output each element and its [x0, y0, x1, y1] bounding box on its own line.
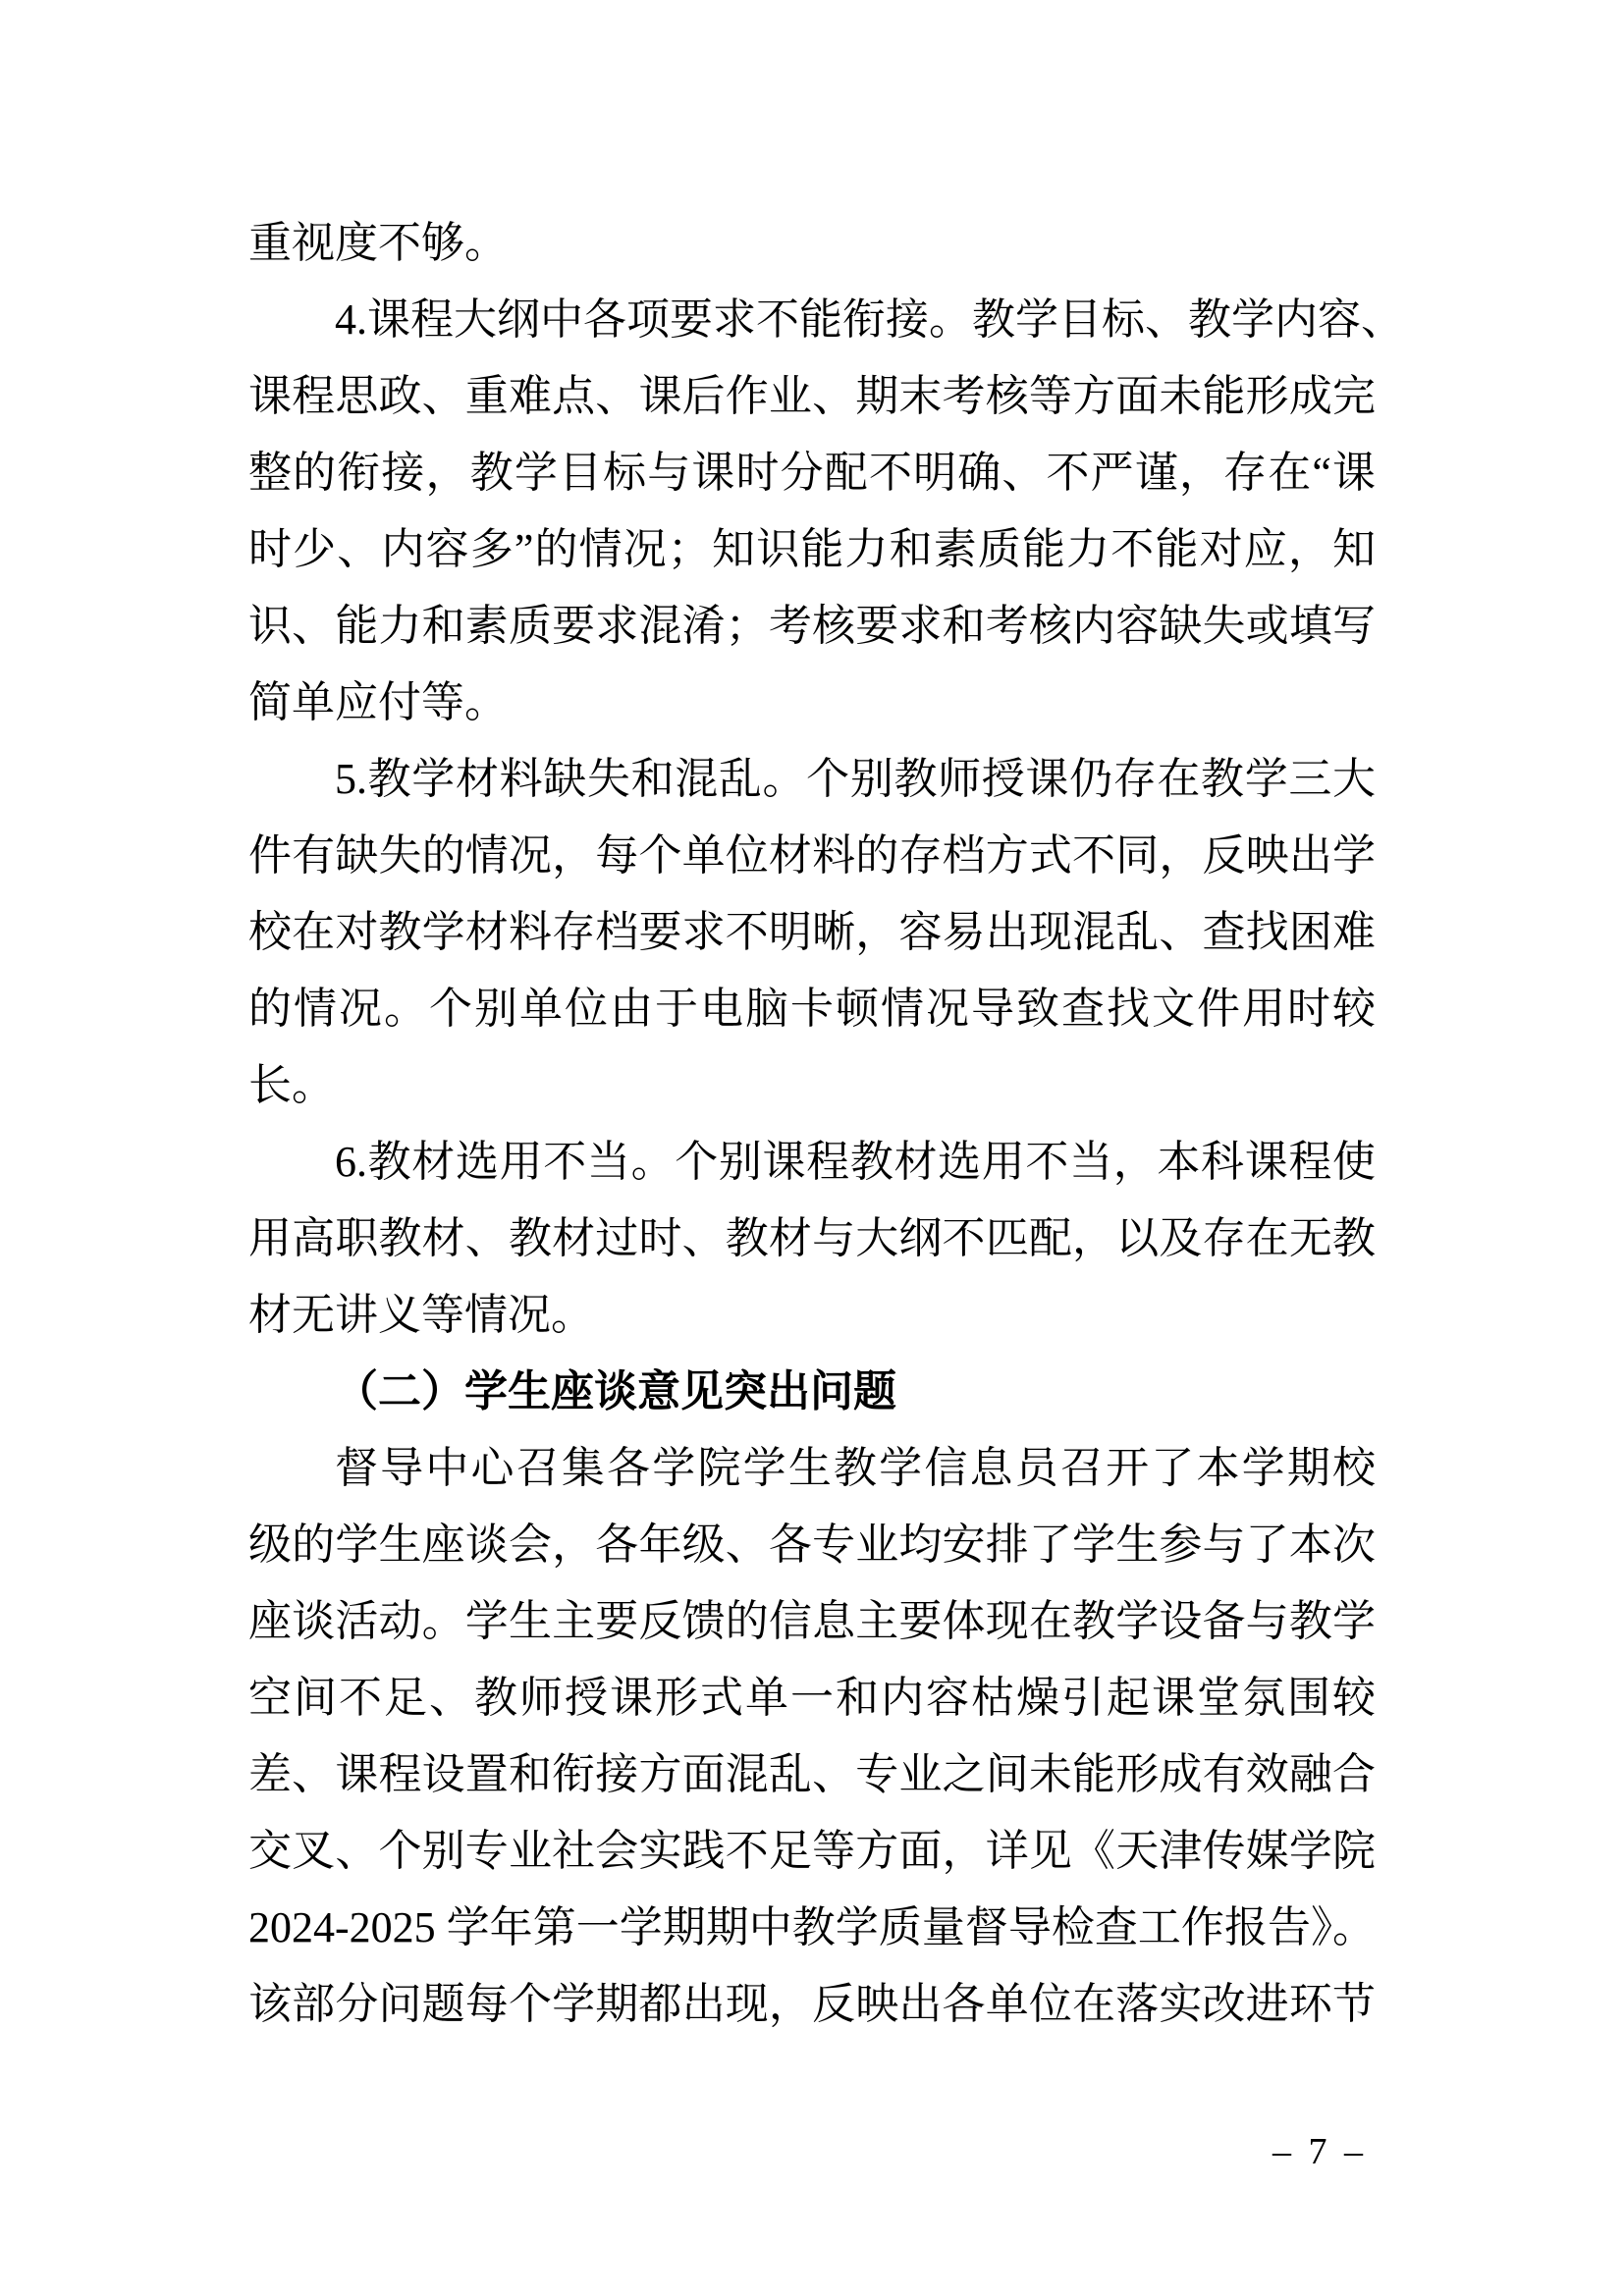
text-line: 座谈活动。学生主要反馈的信息主要体现在教学设备与教学: [248, 1597, 1376, 1645]
text-line: 时少、内容多”的情况；知识能力和素质能力不能对应，知: [248, 525, 1376, 573]
text-line: 长。: [248, 1061, 335, 1109]
text-line: 空间不足、教师授课形式单一和内容枯燥引起课堂氛围较: [248, 1674, 1376, 1722]
text-line: 用高职教材、教材过时、教材与大纲不匹配，以及存在无教: [248, 1214, 1376, 1262]
text-line: 2024-2025 学年第一学期期中教学质量督导检查工作报告》。: [248, 1903, 1376, 1951]
text-line: 交叉、个别专业社会实践不足等方面，详见《天津传媒学院: [248, 1827, 1376, 1875]
text-line: 整的衔接，教学目标与课时分配不明确、不严谨，存在“课: [248, 449, 1376, 497]
text-line: 课程思政、重难点、课后作业、期末考核等方面未能形成完: [248, 372, 1376, 420]
text-line: 识、能力和素质要求混淆；考核要求和考核内容缺失或填写: [248, 602, 1376, 650]
text-line: 校在对教学材料存档要求不明晰，容易出现混乱、查找困难: [248, 908, 1376, 956]
text-line: 4.课程大纲中各项要求不能衔接。教学目标、教学内容、: [335, 295, 1404, 344]
text-line: 重视度不够。: [248, 219, 508, 267]
text-line: 简单应付等。: [248, 678, 508, 726]
text-line: 该部分问题每个学期都出现，反映出各单位在落实改进环节: [248, 1980, 1376, 2028]
document-body: [248, 205, 1404, 2043]
page-number: – 7 –: [1272, 2131, 1363, 2172]
section-heading: （二）学生座谈意见突出问题: [335, 1367, 896, 1415]
text-line: 督导中心召集各学院学生教学信息员召开了本学期校: [335, 1444, 1376, 1492]
text-line: 5.教学材料缺失和混乱。个别教师授课仍存在教学三大: [335, 755, 1376, 803]
text-line: 件有缺失的情况，每个单位材料的存档方式不同，反映出学: [248, 831, 1376, 880]
text-line: 材无讲义等情况。: [248, 1291, 594, 1339]
text-line: 级的学生座谈会，各年级、各专业均安排了学生参与了本次: [248, 1521, 1376, 1569]
text-line: 6.教材选用不当。个别课程教材选用不当，本科课程使: [335, 1138, 1376, 1186]
text-line: 的情况。个别单位由于电脑卡顿情况导致查找文件用时较: [248, 985, 1376, 1033]
text-line: 差、课程设置和衔接方面混乱、专业之间未能形成有效融合: [248, 1750, 1376, 1798]
